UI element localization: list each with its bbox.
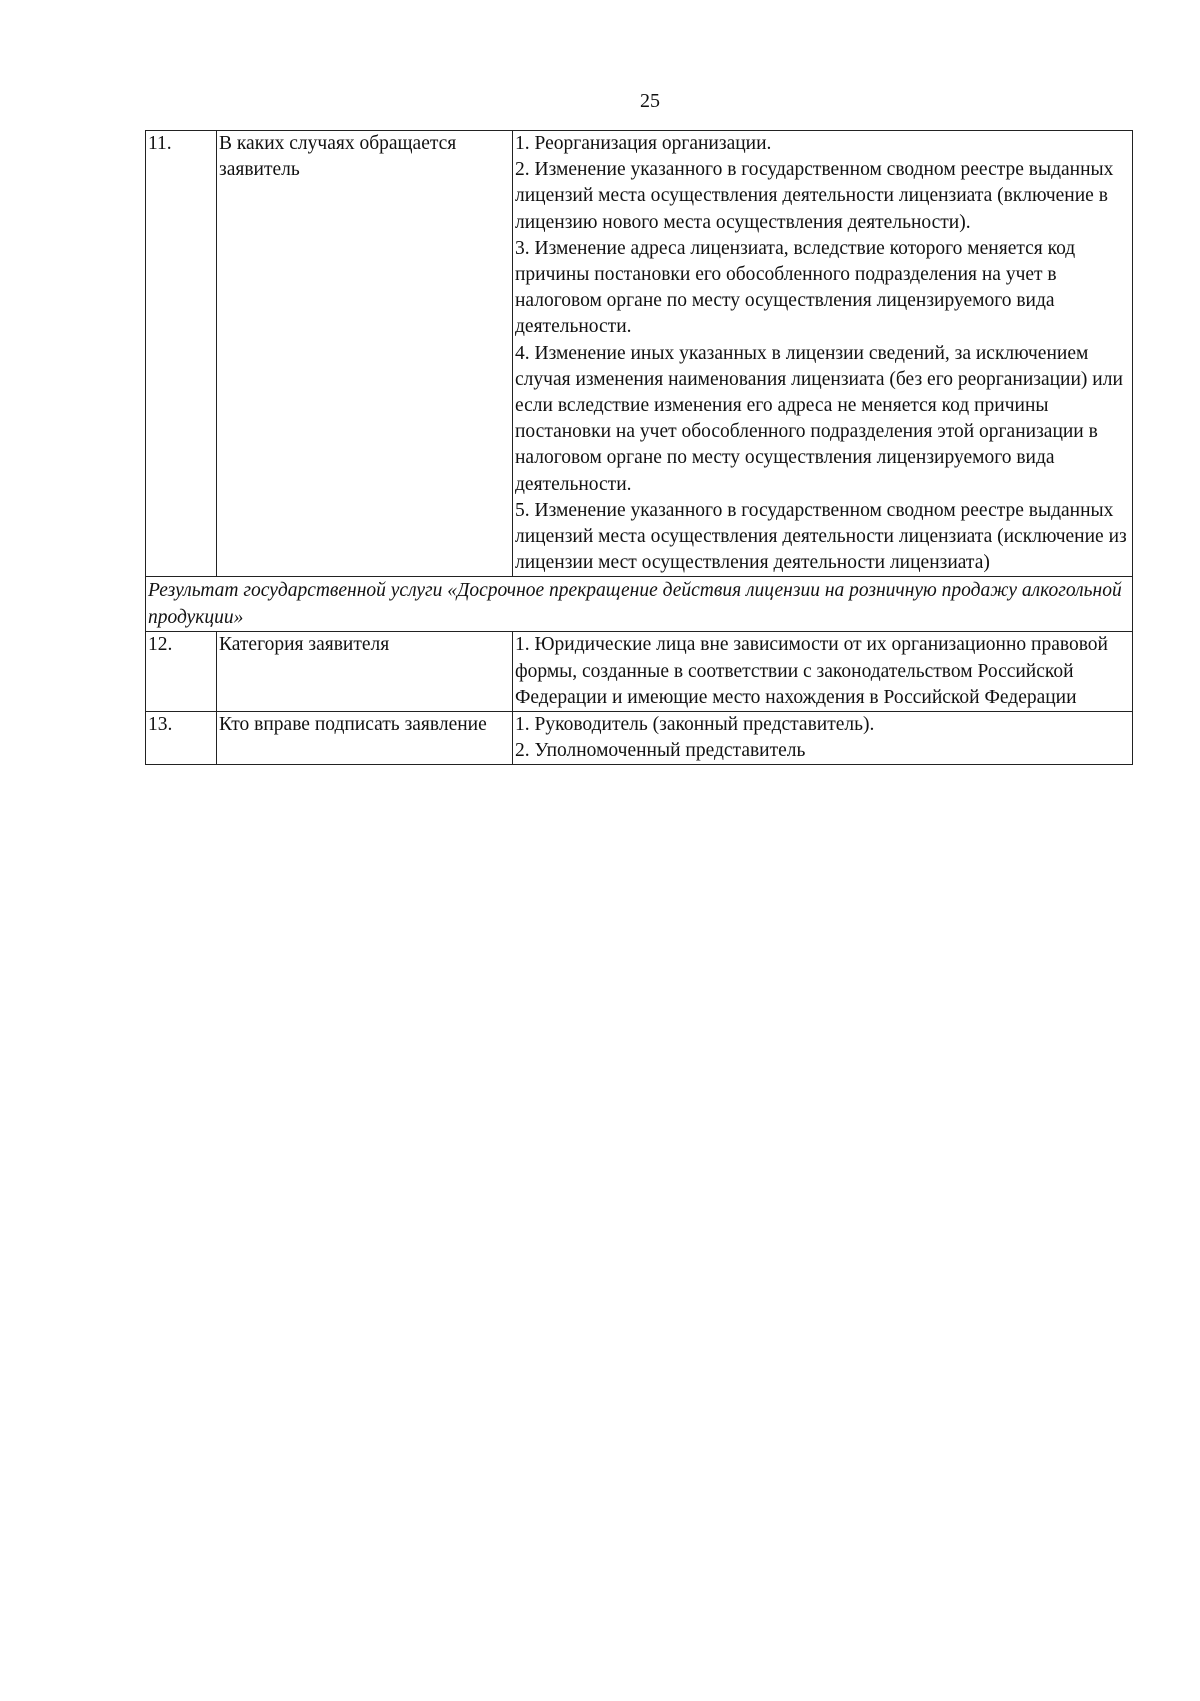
row-number: 11. [146, 131, 217, 577]
row-answer [513, 632, 1133, 712]
row-question: В каких случаях обращается заявитель [217, 131, 513, 577]
list-item: 4. Изменение иных указанных в лицензии сведений, за исключением случая изменения наименования лицензиата (без его реорганизации) или если вследствие изменения его адреса не меняется код причины постановки на учет обособленного подразделения этой организации в налоговом органе по месту осуществления лицензируемого вида деятельности. [515, 342, 1123, 495]
table-row [146, 131, 1133, 577]
list-item: 2. Уполномоченный представитель [515, 740, 806, 762]
services-table [145, 130, 1133, 765]
row-number: 13. [146, 712, 217, 765]
table-row [146, 712, 1133, 765]
section-title: Результат государственной услуги «Досрочное прекращение действия лицензии на розничную продажу алкогольной продукции» [146, 577, 1133, 632]
row-question: Кто вправе подписать заявление [217, 712, 513, 765]
section-row [146, 577, 1133, 632]
list-item: 2. Изменение указанного в государственном сводном реестре выданных лицензий места осуществления деятельности лицензиата (включение в лицензию нового места осуществления деятельности). [515, 159, 1114, 233]
row-answer [513, 712, 1133, 765]
row-answer [513, 131, 1133, 577]
list-item: 1. Юридические лица вне зависимости от их организационно правовой формы, созданные в соответствии с законодательством Российской Федерации и имеющие место нахождения в Российской Федерации [515, 634, 1108, 708]
list-item: 3. Изменение адреса лицензиата, вследствие которого меняется код причины постановки его обособленного подразделения на учет в налоговом органе по месту осуществления лицензируемого вида деятельности. [515, 237, 1076, 338]
list-item: 1. Реорганизация организации. [515, 133, 772, 154]
list-item: 5. Изменение указанного в государственном сводном реестре выданных лицензий места осуществления деятельности лицензиата (исключение из лицензии мест осуществления деятельности лицензиата) [515, 499, 1127, 574]
list-item: 1. Руководитель (законный представитель). [515, 714, 875, 736]
row-question: Категория заявителя [217, 632, 513, 712]
table-row [146, 632, 1133, 712]
page-number: 25 [640, 90, 660, 112]
row-number: 12. [146, 632, 217, 712]
